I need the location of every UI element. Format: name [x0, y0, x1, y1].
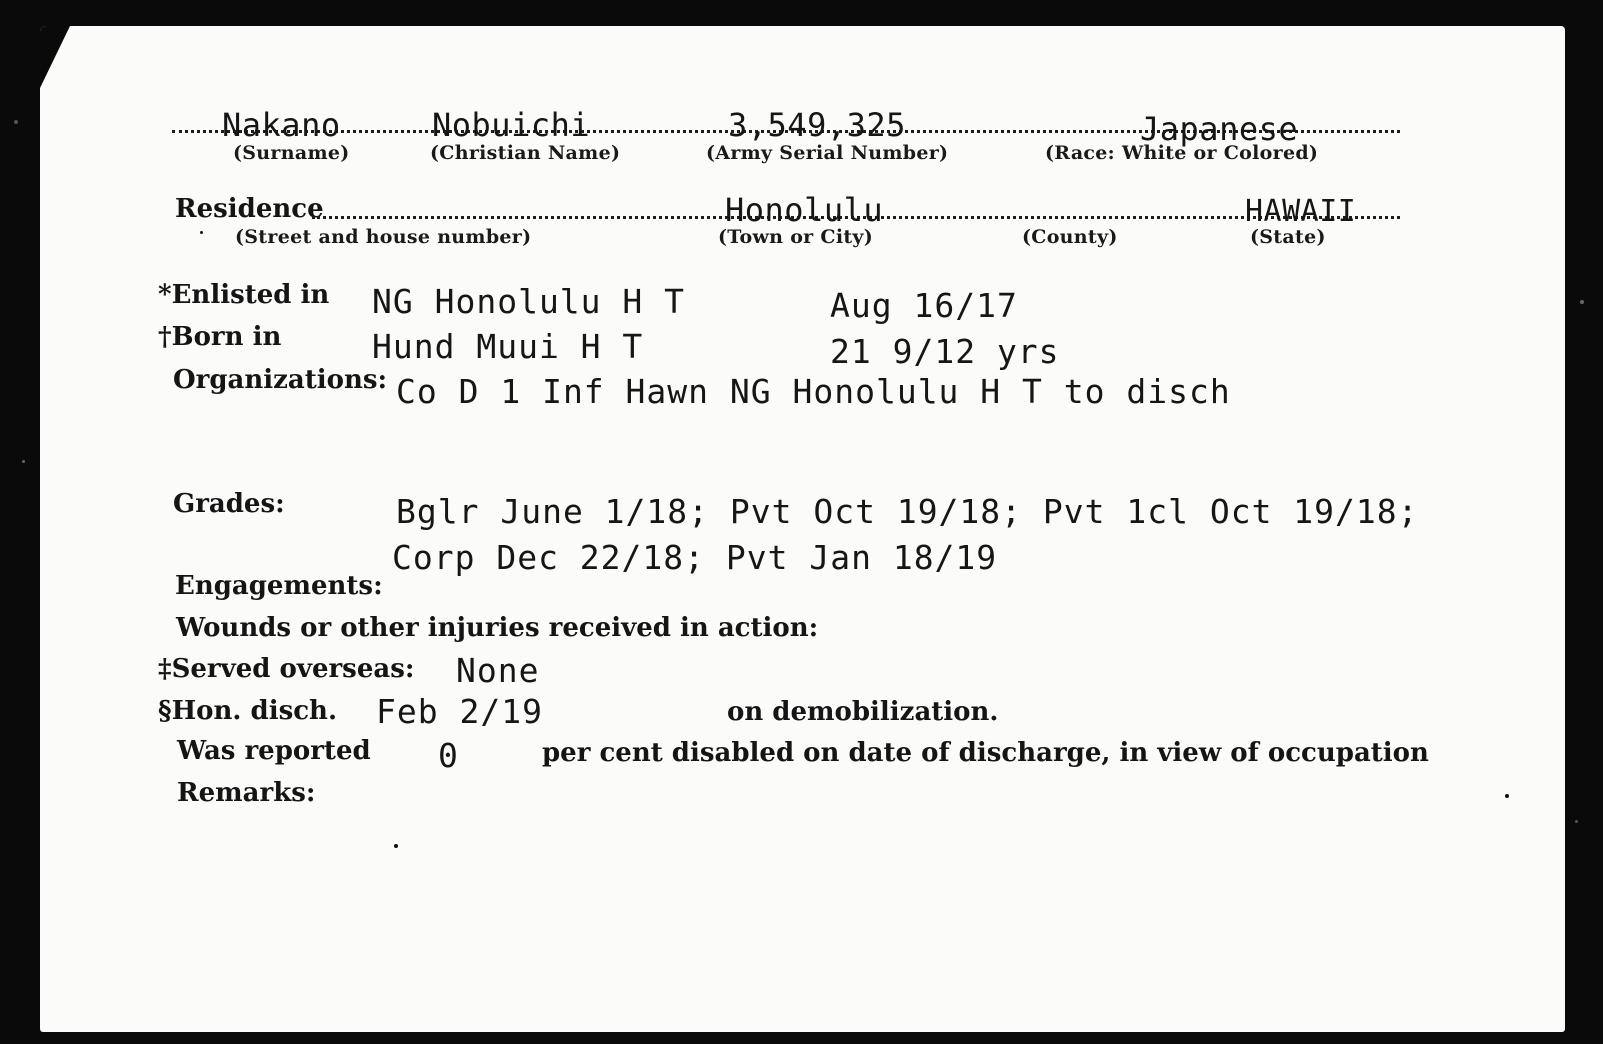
card-speck — [1505, 794, 1509, 798]
record-card — [40, 26, 1565, 1032]
scan-speck — [1580, 300, 1584, 304]
torn-corner — [40, 26, 70, 88]
county-caption: (County) — [1022, 226, 1118, 248]
town-caption: (Town or City) — [718, 226, 874, 248]
enlisted-place-value: NG Honolulu H T — [372, 282, 686, 321]
served-overseas-value: None — [456, 651, 540, 690]
born-age-value: 21 9/12 yrs — [830, 332, 1060, 371]
state-caption: (State) — [1250, 226, 1326, 248]
disability-suffix: per cent disabled on date of discharge, in view of occupation — [542, 738, 1429, 768]
residence-town-value: Honolulu — [725, 191, 884, 229]
race-value: Japanese — [1140, 110, 1299, 148]
engagements-label: Engagements: — [175, 571, 383, 601]
race-caption: (Race: White or Colored) — [1045, 142, 1319, 164]
wounds-label: Wounds or other injuries received in action: — [176, 613, 819, 643]
residence-label: Residence — [175, 194, 324, 224]
serial-number-caption: (Army Serial Number) — [706, 142, 949, 164]
surname-caption: (Surname) — [233, 142, 350, 164]
card-speck — [200, 231, 203, 234]
scan-speck — [22, 460, 25, 463]
christian-name-value: Nobuichi — [432, 106, 591, 144]
born-place-value: Hund Muui H T — [372, 327, 644, 366]
christian-name-caption: (Christian Name) — [430, 142, 621, 164]
scan-speck — [14, 120, 18, 124]
hon-disch-suffix: on demobilization. — [727, 697, 999, 727]
served-overseas-label: ‡Served overseas: — [158, 654, 415, 684]
grades-line-1: Bglr June 1/18; Pvt Oct 19/18; Pvt 1cl Oct 19/18; — [396, 492, 1419, 531]
hon-disch-label: §Hon. disch. — [158, 696, 337, 726]
enlisted-label: *Enlisted in — [158, 280, 330, 310]
remarks-label: Remarks: — [177, 778, 316, 808]
scan-speck — [1575, 820, 1578, 823]
enlisted-date-value: Aug 16/17 — [830, 286, 1018, 325]
card-speck — [394, 844, 398, 848]
organizations-value: Co D 1 Inf Hawn NG Honolulu H T to disch — [396, 372, 1231, 411]
hon-disch-date: Feb 2/19 — [376, 692, 543, 731]
residence-state-value: HAWAII — [1245, 194, 1357, 229]
organizations-label: Organizations: — [173, 365, 388, 395]
street-caption: (Street and house number) — [235, 226, 532, 248]
born-label: †Born in — [158, 322, 282, 352]
surname-value: Nakano — [222, 106, 341, 144]
was-reported-label: Was reported — [177, 736, 371, 766]
grades-line-2: Corp Dec 22/18; Pvt Jan 18/19 — [392, 538, 998, 577]
serial-number-value: 3,549,325 — [728, 106, 906, 144]
disability-percent-value: 0 — [438, 736, 459, 775]
grades-label: Grades: — [173, 489, 285, 519]
